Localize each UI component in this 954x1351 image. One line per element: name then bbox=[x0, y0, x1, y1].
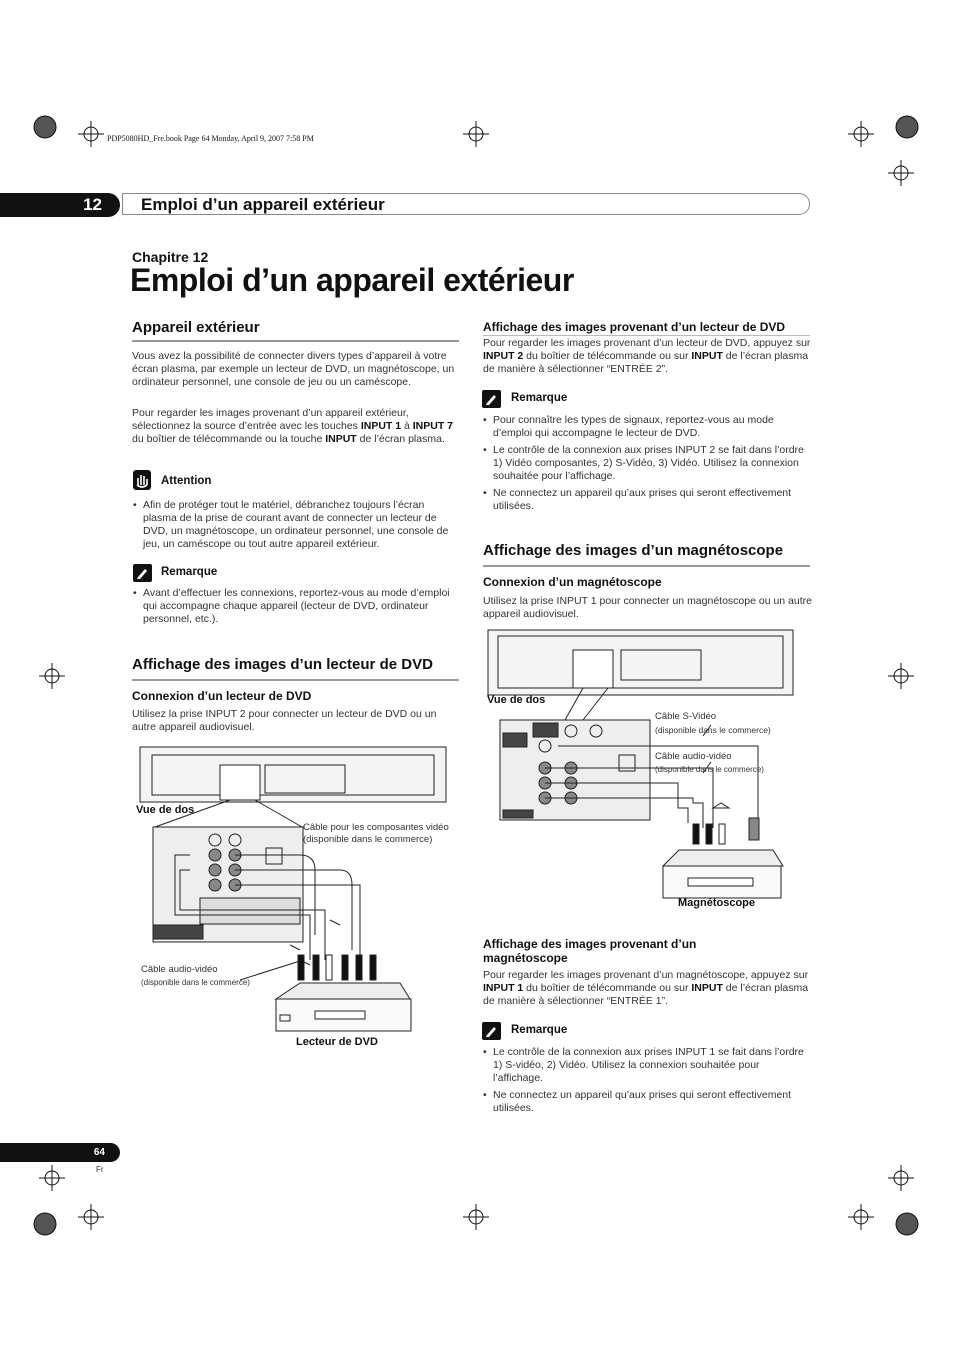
file-info: PDP5080HD_Fre.book Page 64 Monday, April 9, 2007 7:58 PM bbox=[107, 134, 314, 143]
paragraph: Utilisez la prise INPUT 2 pour connecter un lecteur de DVD ou un autre appareil audiovisuel. bbox=[132, 708, 437, 733]
av-cable-note: (disponible dans le commerce) bbox=[655, 765, 764, 774]
section-rule bbox=[132, 340, 459, 342]
section-title: Affichage des images d’un magnétoscope bbox=[483, 542, 784, 559]
paragraph: Pour regarder les images provenant d’un appareil extérieur, sélectionnez la source d’entrée avec les touches INPUT 1 à INPUT 7 du boîtier de télécommande ou la touche INPUT de l’écran plasma. bbox=[132, 407, 454, 445]
section-rule bbox=[132, 679, 459, 681]
svideo-cable-label: Câble S-Vidéo bbox=[655, 711, 717, 722]
subsection-title: Connexion d’un magnétoscope bbox=[483, 575, 662, 589]
note-label: Remarque bbox=[161, 566, 218, 578]
section-rule bbox=[483, 565, 810, 567]
note-label: Remarque bbox=[511, 392, 568, 404]
page-title: Emploi d’un appareil extérieur bbox=[130, 262, 574, 298]
attention-bullet: • Afin de protéger tout le matériel, débranchez toujours l’écran plasma de la prise de courant avant de connecter un lecteur de DVD, un magnétoscope, un ordinateur personnel, une console de jeu, un caméscope ou tout autre appareil extérieur. bbox=[143, 499, 459, 551]
svideo-cable-note: (disponible dans le commerce) bbox=[655, 725, 771, 735]
section-rule bbox=[483, 335, 810, 336]
paragraph: Utilisez la prise INPUT 1 pour connecter un magnétoscope ou un autre appareil audiovisuel. bbox=[483, 595, 812, 620]
section-title: Affichage des images d’un lecteur de DVD bbox=[132, 656, 433, 673]
vcr-label: Magnétoscope bbox=[678, 897, 756, 909]
subsection-title: Affichage des images provenant d’un magnétoscope bbox=[483, 937, 697, 965]
note-bullet: • Ne connectez un appareil qu’aux prises qui seront effectivement utilisées. bbox=[493, 487, 809, 513]
paragraph: Pour regarder les images provenant d’un magnétoscope, appuyez sur INPUT 1 du boîtier de télécommande ou sur INPUT de l’écran plasma de manière à sélectionner “ENTRÉE 1”. bbox=[483, 969, 809, 1007]
dvd-connection-diagram bbox=[130, 745, 460, 1040]
note-pencil-icon bbox=[133, 564, 152, 582]
component-cable-label: Câble pour les composantes vidéo (disponible dans le commerce) bbox=[303, 822, 449, 845]
chapter-label: Chapitre 12 bbox=[132, 249, 209, 265]
note-label: Remarque bbox=[511, 1024, 568, 1036]
av-cable-label: Câble audio-vidéo bbox=[141, 964, 218, 975]
subsection-title: Connexion d’un lecteur de DVD bbox=[132, 689, 312, 703]
av-cable-label: Câble audio-vidéo bbox=[655, 751, 732, 762]
note-bullet: • Ne connectez un appareil qu’aux prises qui seront effectivement utilisées. bbox=[493, 1089, 809, 1115]
note-bullet: • Le contrôle de la connexion aux prises INPUT 1 se fait dans l’ordre 1) S-vidéo, 2) Vidéo. Utilisez la connexion souhaitée pour l’affichage. bbox=[493, 1046, 809, 1085]
paragraph: Pour regarder les images provenant d’un lecteur de DVD, appuyez sur INPUT 2 du boîtier de télécommande ou sur INPUT de l’écran plasma de manière à sélectionner “ENTRÉE 2”. bbox=[483, 337, 811, 375]
hand-caution-icon bbox=[133, 470, 151, 490]
subsection-title: Affichage des images provenant d’un lecteur de DVD bbox=[483, 320, 786, 334]
note-bullet: • Avant d’effectuer les connexions, reportez-vous au mode d’emploi qui accompagne chaque appareil (lecteur de DVD, ordinateur personnel, etc.). bbox=[143, 587, 459, 626]
attention-label: Attention bbox=[161, 475, 212, 487]
rear-view-label: Vue de dos bbox=[136, 804, 195, 816]
chapter-number: 12 bbox=[0, 193, 120, 217]
note-bullet: • Le contrôle de la connexion aux prises INPUT 2 se fait dans l’ordre 1) Vidéo composantes, 2) S-Vidéo, 3) Vidéo. Utilisez la connexion souhaitée pour l’affichage. bbox=[493, 444, 809, 483]
paragraph: Vous avez la possibilité de connecter divers types d’appareil à votre écran plasma, par exemple un lecteur de DVD, un magnétoscope, un ordinateur personnel, une console de jeu ou un caméscope. bbox=[132, 350, 455, 388]
section-title: Appareil extérieur bbox=[132, 319, 260, 336]
page-number: 64 bbox=[0, 1143, 120, 1162]
language-code: Fr bbox=[96, 1165, 104, 1174]
rear-view-label: Vue de dos bbox=[487, 694, 546, 706]
note-pencil-icon bbox=[482, 1022, 501, 1040]
note-pencil-icon bbox=[482, 390, 501, 408]
av-cable-note: (disponible dans le commerce) bbox=[141, 978, 250, 987]
note-bullet: • Pour connaître les types de signaux, reportez-vous au mode d’emploi qui accompagne le lecteur de DVD. bbox=[493, 414, 809, 440]
chapter-header-title: Emploi d’un appareil extérieur bbox=[122, 193, 810, 215]
dvd-player-label: Lecteur de DVD bbox=[296, 1036, 378, 1048]
